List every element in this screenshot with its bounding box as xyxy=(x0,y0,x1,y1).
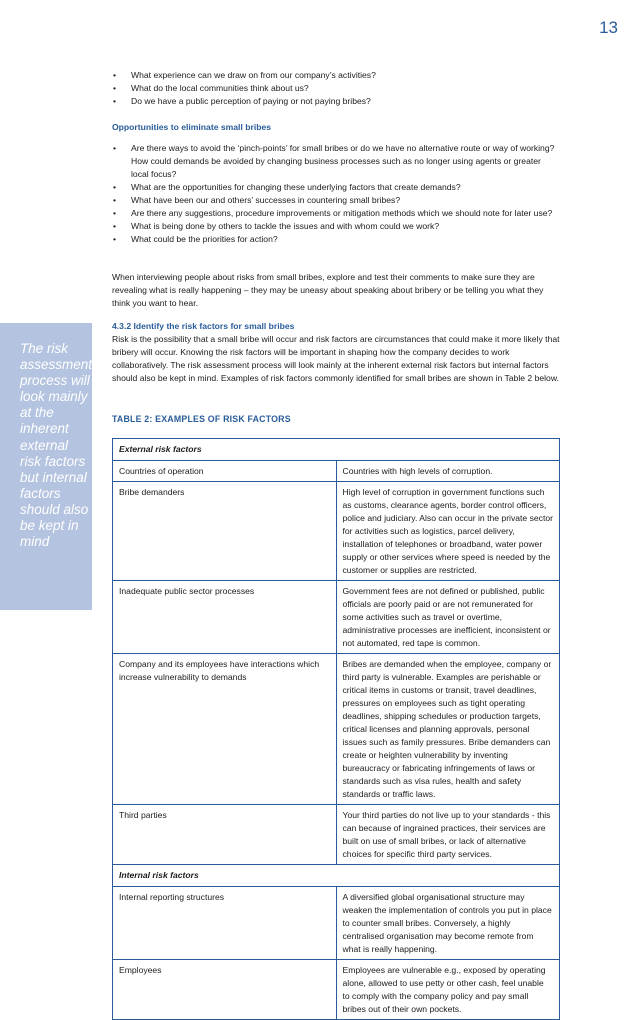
risk-description-cell: Bribes are demanded when the employee, company or third party is vulnerable. Examples are perishable or critical items in customs or transit, travel deadlines, pressures on employees such as tight operating deadlines, shipping schedules or production targets, critical licenses and planning approvals, personal issues such as family pressures. Bribe demanders can create or heighten vulnerability by inventing bureaucracy or fabricating infringements of laws or standards such as visa rules, health and safety standards or traffic laws. xyxy=(336,654,560,805)
list-item: • Are there ways to avoid the ‘pinch-points’ for small bribes or do we have no alternative route or way of working? How could demands be avoided by changing business processes such as no longer using agents or greater local focus? xyxy=(112,142,560,181)
risk-factor-cell: Third parties xyxy=(113,805,337,865)
opportunities-bullet-list xyxy=(112,142,560,246)
risk-description-cell: A diversified global organisational structure may weaken the implementation of controls you put in place to counter small bribes. Conversely, a highly centralised organisation may become remote from what is really happening. xyxy=(336,887,560,960)
list-item: • What is being done by others to tackle the issues and with whom could we work? xyxy=(112,220,560,233)
risk-factor-cell: Employees xyxy=(113,960,337,1020)
risk-description-cell: Employees are vulnerable e.g., exposed by operating alone, allowed to use petty or other cash, feel unable to comply with the company policy and pay small bribes out of their own pockets. xyxy=(336,960,560,1020)
risk-factor-cell: Company and its employees have interactions which increase vulnerability to demands xyxy=(113,654,337,805)
section-heading: 4.3.2 Identify the risk factors for small bribes xyxy=(112,321,295,331)
table-row xyxy=(113,805,560,865)
table-row xyxy=(113,960,560,1020)
table-row xyxy=(113,887,560,960)
table-row xyxy=(113,581,560,654)
risk-description-cell: Government fees are not defined or published, public officials are poorly paid or are not remunerated for some activities such as travel or overtime, administrative processes are inefficient, inconsistent or not automated, red tape is common. xyxy=(336,581,560,654)
external-risk-heading: External risk factors xyxy=(113,439,560,461)
pull-quote-text: The risk assessment process will look mainly at the inherent external risk factors but internal factors should also be kept in mind xyxy=(20,341,93,550)
table-row xyxy=(113,461,560,482)
table-section-row xyxy=(113,865,560,887)
table-row xyxy=(113,482,560,581)
risk-description-cell: Countries with high levels of corruption. xyxy=(336,461,560,482)
list-item: • What could be the priorities for action? xyxy=(112,233,560,246)
list-item: • What experience can we draw on from our company’s activities? xyxy=(112,69,560,82)
list-item: • What are the opportunities for changing these underlying factors that create demands? xyxy=(112,181,560,194)
risk-factor-cell: Bribe demanders xyxy=(113,482,337,581)
risk-factor-cell: Inadequate public sector processes xyxy=(113,581,337,654)
list-item: • What do the local communities think about us? xyxy=(112,82,560,95)
risk-factor-cell: Internal reporting structures xyxy=(113,887,337,960)
risk-factors-table xyxy=(112,438,560,1020)
risk-description-cell: Your third parties do not live up to your standards - this can because of ingrained practices, their services are built on use of small bribes, or lack of alternative choices for specific third party services. xyxy=(336,805,560,865)
top-bullet-list xyxy=(112,69,560,108)
list-item: • Do we have a public perception of paying or not paying bribes? xyxy=(112,95,560,108)
internal-risk-heading: Internal risk factors xyxy=(113,865,560,887)
interview-paragraph: When interviewing people about risks from small bribes, explore and test their comments to make sure they are revealing what is really happening – they may be uneasy about speaking about bribery or be telling you what they think you want to hear. xyxy=(112,272,544,308)
table-row xyxy=(113,654,560,805)
risk-description-cell: High level of corruption in government functions such as customs, clearance agents, border control officers, police and judiciary. Also can occur in the private sector for activities such as logistics, parcel delivery, installation of telephones or broadband, water power supply or other services where speed is needed by the customer or supplies are restricted. xyxy=(336,482,560,581)
list-item: • What have been our and others’ successes in countering small bribes? xyxy=(112,194,560,207)
table-section-row xyxy=(113,439,560,461)
opportunities-heading: Opportunities to eliminate small bribes xyxy=(112,122,272,132)
risk-paragraph: Risk is the possibility that a small bribe will occur and risk factors are circumstances that could make it more likely that bribery will occur. Knowing the risk factors will be important in shaping how the company decides to work collaboratively. The risk assessment process will look mainly at the inherent external risk factors but internal factors should also be kept in mind. Examples of risk factors commonly identified for small bribes are shown in Table 2 below. xyxy=(112,334,560,383)
page-number: 13 xyxy=(599,18,618,37)
risk-factor-cell: Countries of operation xyxy=(113,461,337,482)
list-item: • Are there any suggestions, procedure improvements or mitigation methods which we should note for later use? xyxy=(112,207,560,220)
pull-quote-box xyxy=(0,323,92,610)
table-title: TABLE 2: EXAMPLES OF RISK FACTORS xyxy=(112,414,291,424)
